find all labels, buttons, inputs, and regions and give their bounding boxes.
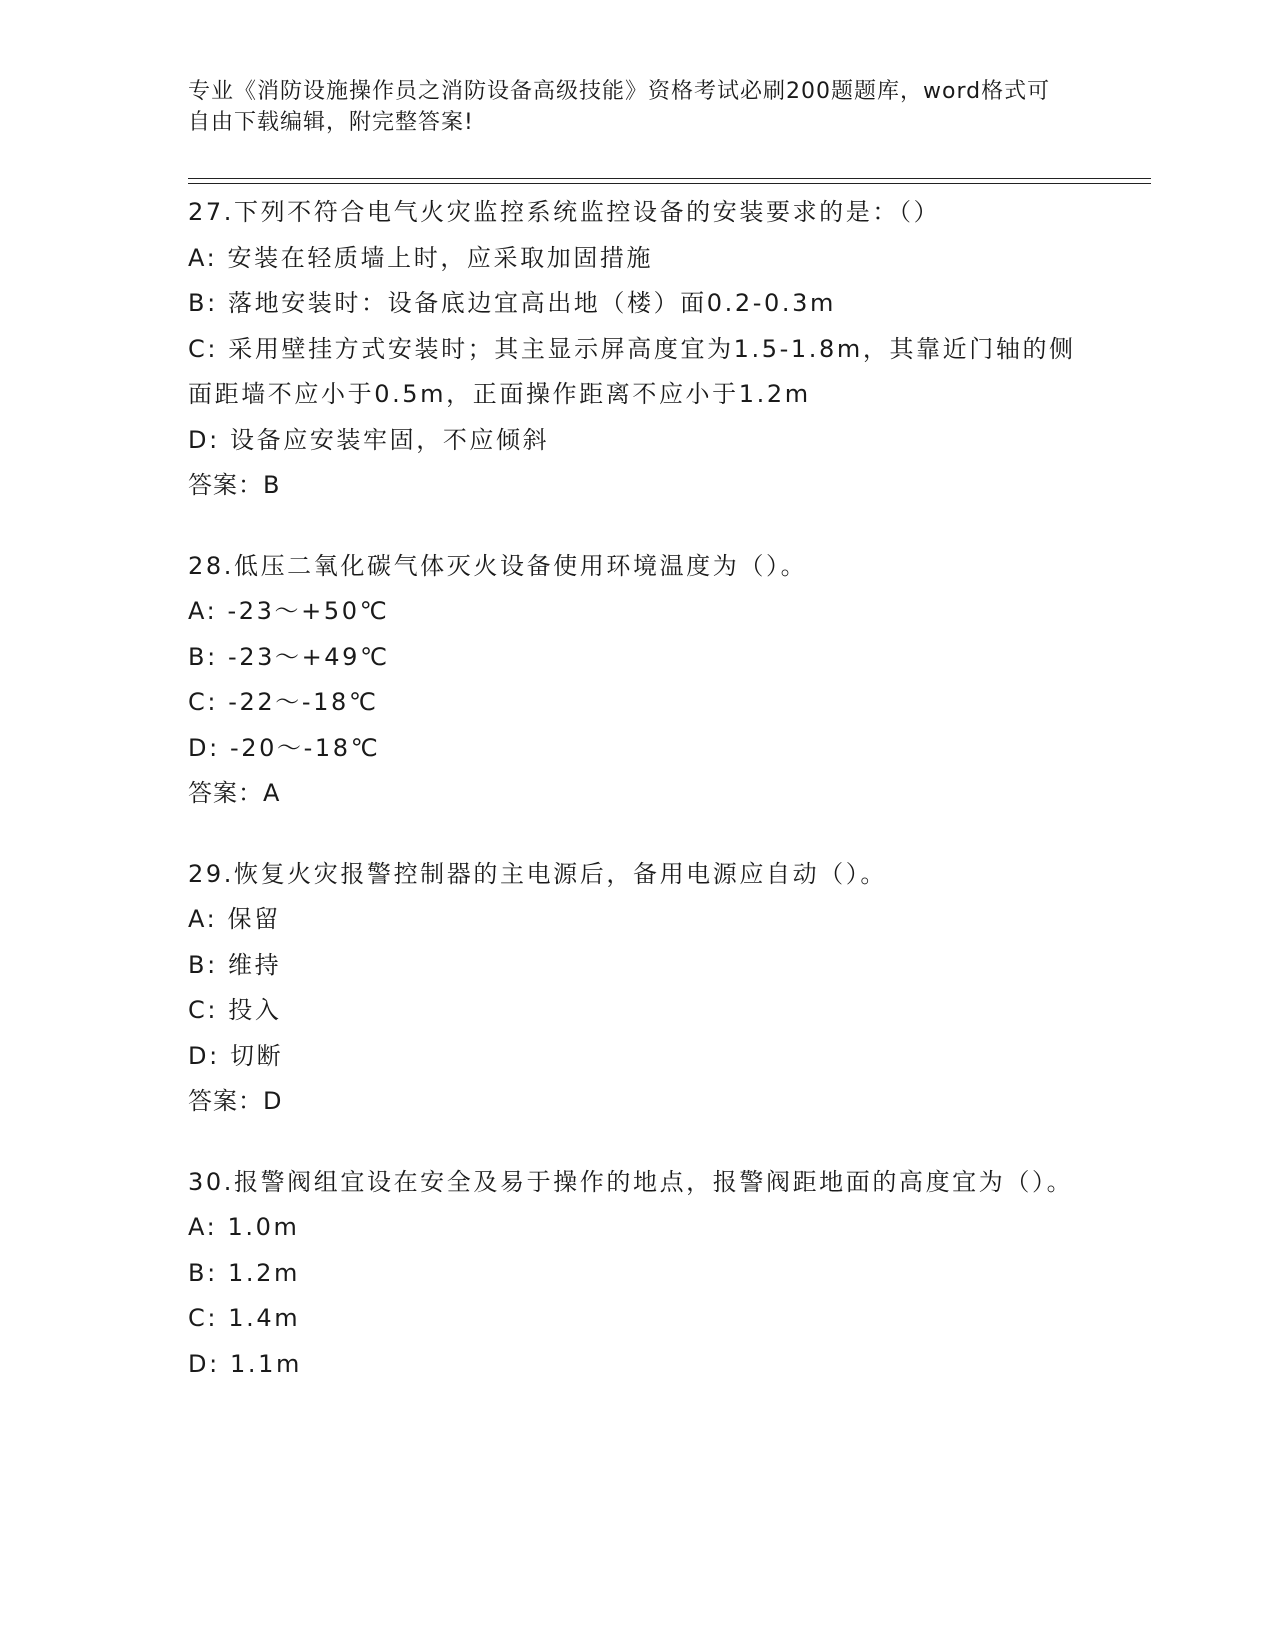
option-d [188,418,1088,464]
option-text: 1.2m [228,1258,300,1287]
option-b [188,1251,1088,1297]
option-c [188,988,1088,1034]
header-rule-top [188,178,1151,179]
option-text: 设备应安装牢固，不应倾斜 [230,425,550,454]
option-text: 切断 [230,1041,284,1070]
option-text: -20～-18℃ [230,733,381,762]
option-text: -22～-18℃ [228,688,379,716]
option-text: 1.4m [228,1304,301,1332]
option-text: 采用壁挂方式安装时；其主显示屏高度宜为1.5-1.8m，其靠近门轴的侧面距墙不应小于0.5m，正面操作距离不应小于1.2m [188,334,1076,408]
option-b [188,943,1088,989]
option-label: D: [188,733,220,762]
document-page [188,0,1148,1650]
option-d [188,1034,1088,1080]
option-label: B: [188,642,218,671]
document-header: 专业《消防设施操作员之消防设备高级技能》资格考试必刷200题题库，word格式可自由下载编辑，附完整答案! [188,79,1051,135]
option-text: -23～+50℃ [227,597,390,625]
option-label: A: [188,597,218,625]
option-label: C: [188,996,219,1024]
option-text: -23～+49℃ [228,642,390,671]
option-text: 1.1m [230,1349,302,1378]
option-a [188,897,1088,943]
question-text: 30.报警阀组宜设在安全及易于操作的地点，报警阀距地面的高度宜为（）。 [188,1167,1074,1196]
answer-text: 答案：B [188,471,281,499]
option-d [188,1342,1088,1388]
option-label: D: [188,425,220,454]
option-b [188,635,1088,681]
option-d [188,726,1088,772]
question-text: 27.下列不符合电气火灾监控系统监控设备的安装要求的是：（） [188,198,941,226]
option-label: B: [188,1258,218,1287]
header-rule-bottom [188,183,1151,184]
option-label: C: [188,1304,219,1332]
option-label: C: [188,334,219,363]
question-27 [188,190,1088,509]
option-label: D: [188,1349,220,1378]
option-a [188,1205,1088,1251]
option-label: A: [188,243,218,272]
question-text: 28.低压二氧化碳气体灭火设备使用环境温度为（）。 [188,551,808,580]
question-30 [188,1160,1088,1388]
option-label: A: [188,905,218,933]
option-label: B: [188,289,218,317]
option-text: 投入 [228,996,282,1024]
option-label: A: [188,1213,218,1241]
question-list [188,190,1088,1422]
answer-text: 答案：A [188,779,281,807]
option-label: B: [188,950,218,979]
option-label: C: [188,688,219,716]
option-c [188,327,1088,418]
option-label: D: [188,1041,220,1070]
question-text: 29.恢复火灾报警控制器的主电源后，备用电源应自动（）。 [188,859,887,888]
question-29 [188,852,1088,1125]
question-28 [188,544,1088,817]
option-text: 1.0m [227,1213,300,1241]
option-text: 安装在轻质墙上时，应采取加固措施 [227,243,654,272]
option-text: 维持 [228,950,282,979]
option-text: 保留 [227,905,281,933]
option-c [188,1296,1088,1342]
option-a [188,236,1088,282]
answer-text: 答案：D [188,1087,283,1115]
option-text: 落地安装时：设备底边宜高出地（楼）面0.2-0.3m [228,289,836,317]
option-c [188,680,1088,726]
option-a [188,589,1088,635]
option-b [188,281,1088,327]
